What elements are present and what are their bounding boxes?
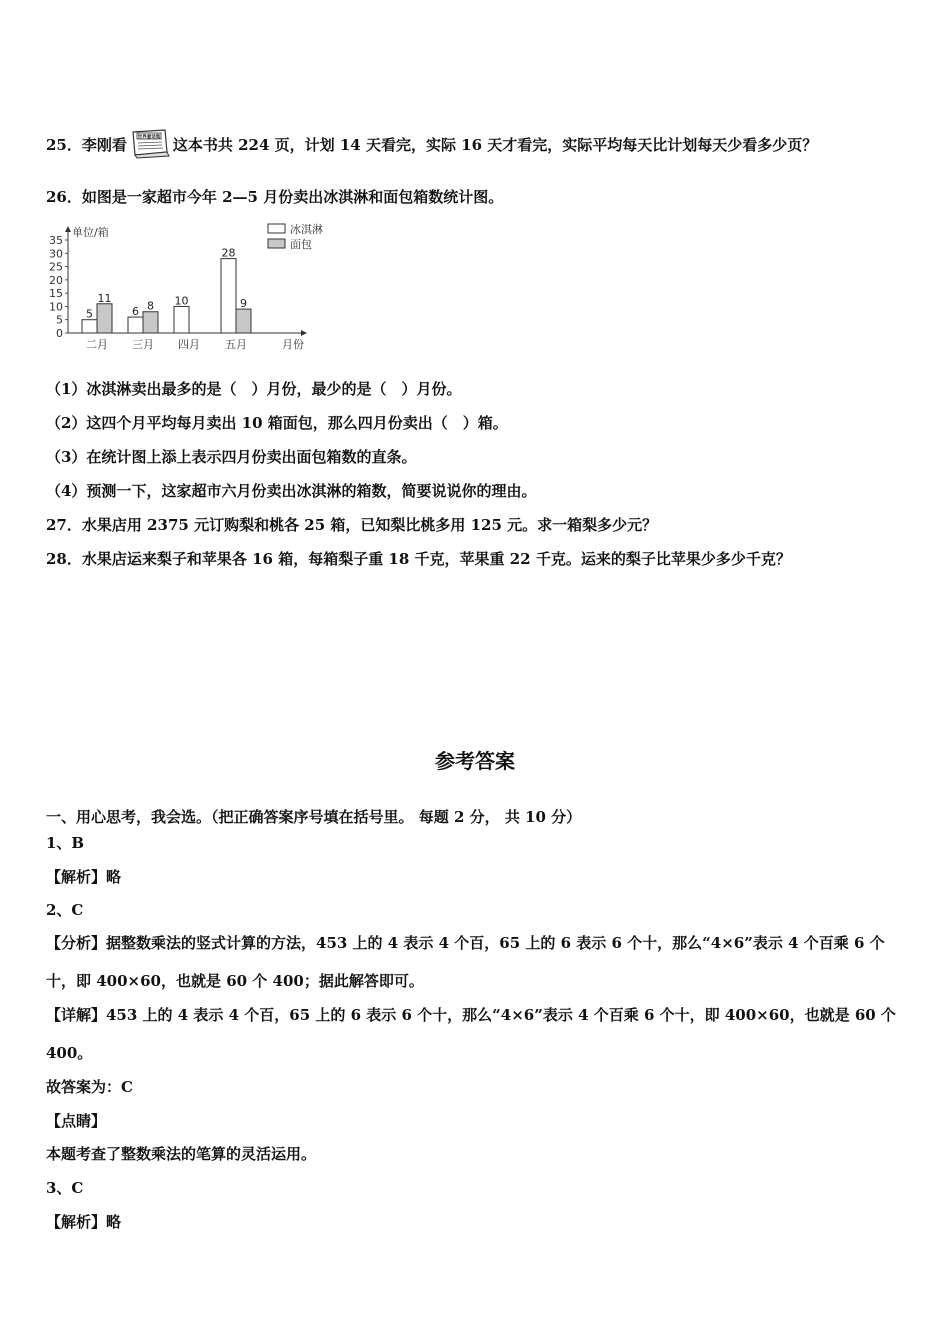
y-tick-label: 15 xyxy=(49,287,63,301)
legend-swatch xyxy=(268,239,285,248)
bar-value-label: 11 xyxy=(97,291,112,305)
bar-icecream xyxy=(82,320,97,333)
answer-3-analysis: 【解析】略 xyxy=(46,1213,122,1231)
y-tick-label: 10 xyxy=(49,300,63,314)
bar-bread xyxy=(97,304,112,333)
x-tick-label: 五月 xyxy=(225,338,247,351)
x-tick-label: 三月 xyxy=(132,338,154,351)
y-tick-label: 30 xyxy=(49,247,63,261)
bar-value-label: 5 xyxy=(86,307,93,321)
legend-label: 冰淇淋 xyxy=(290,223,323,236)
y-tick-label: 0 xyxy=(56,327,63,340)
x-axis-label: 月份 xyxy=(282,338,304,351)
question-26: 26．如图是一家超市今年 2—5 月份卖出冰淇淋和面包箱数统计图。 xyxy=(46,188,504,206)
bar-value-label: 6 xyxy=(132,305,139,319)
y-tick-label: 5 xyxy=(56,313,63,327)
bar-icecream xyxy=(128,317,143,333)
answer-2-fenxi-2: 十，即 400×60，也就是 60 个 400；据此解答即可。 xyxy=(46,972,424,990)
bar-bread xyxy=(143,312,158,333)
question-27: 27．水果店用 2375 元订购梨和桃各 25 箱，已知梨比桃多用 125 元。求一箱梨多少元？ xyxy=(46,516,658,534)
bar-value-label: 10 xyxy=(174,294,189,308)
legend-label: 面包 xyxy=(290,238,312,251)
answer-2-fenxi-1: 【分析】据整数乘法的竖式计算的方法，453 上的 4 表示 4 个百，65 上的 6 表示 6 个十，那么“4×6”表示 4 个百乘 6 个 xyxy=(46,934,885,952)
answer-1-analysis: 【解析】略 xyxy=(46,868,122,886)
answer-1: 1、B xyxy=(46,834,85,852)
y-tick-label: 35 xyxy=(49,234,63,247)
book-image xyxy=(129,128,171,158)
answer-2-dianjing-text: 本题考查了整数乘法的笔算的灵活运用。 xyxy=(46,1145,317,1163)
chart-svg xyxy=(46,220,323,355)
bar-value-label: 8 xyxy=(147,299,154,313)
x-tick-label: 四月 xyxy=(178,338,200,351)
question-28: 28．水果店运来梨子和苹果各 16 箱，每箱梨子重 18 千克，苹果重 22 千克。运来的梨子比苹果少多少千克？ xyxy=(46,550,791,568)
q26-sub3: （3）在统计图上添上表示四月份卖出面包箱数的直条。 xyxy=(46,448,417,466)
bar-value-label: 28 xyxy=(221,246,236,260)
q25-pre: 25．李刚看 xyxy=(46,136,127,154)
bar-icecream xyxy=(174,306,189,333)
answer-2-xiangjie-1: 【详解】453 上的 4 表示 4 个百，65 上的 6 表示 6 个十，那么“4×6”表示 4 个百乘 6 个十，即 400×60，也就是 60 个 xyxy=(46,1006,896,1024)
question-25 xyxy=(46,128,817,158)
y-axis-label: 单位/箱 xyxy=(72,226,109,239)
x-axis-arrow xyxy=(301,330,307,336)
answer-2-final: 故答案为：C xyxy=(46,1078,133,1096)
legend-swatch xyxy=(268,224,285,233)
answer-3: 3、C xyxy=(46,1179,84,1197)
answer-2-xiangjie-2: 400。 xyxy=(46,1044,93,1062)
q25-post: 这本书共 224 页，计划 14 天看完，实际 16 天才看完，实际平均每天比计划每天少看多少页？ xyxy=(172,136,818,154)
q26-sub1: （1）冰淇淋卖出最多的是（ ）月份，最少的是（ ）月份。 xyxy=(46,380,462,398)
q26-sub2: （2）这四个月平均每月卖出 10 箱面包，那么四月份卖出（ ）箱。 xyxy=(46,414,508,432)
book-cover-text: 世界童话集 xyxy=(137,135,161,140)
answers-section-1: 一、用心思考，我会选。（把正确答案序号填在括号里。 每题 2 分， 共 10 分） xyxy=(46,808,582,826)
y-axis-arrow xyxy=(65,226,71,232)
y-tick-label: 20 xyxy=(49,273,63,287)
x-tick-label: 二月 xyxy=(86,338,108,351)
bar-bread xyxy=(236,309,251,333)
bar-chart xyxy=(46,220,323,355)
answer-2-dianjing: 【点睛】 xyxy=(46,1112,107,1130)
bar-value-label: 9 xyxy=(240,297,247,311)
bar-icecream xyxy=(221,259,236,333)
q26-sub4: （4）预测一下，这家超市六月份卖出冰淇淋的箱数，简要说说你的理由。 xyxy=(46,482,537,500)
answers-title: 参考答案 xyxy=(435,749,515,773)
y-tick-label: 25 xyxy=(49,260,63,274)
answer-2: 2、C xyxy=(46,901,84,919)
